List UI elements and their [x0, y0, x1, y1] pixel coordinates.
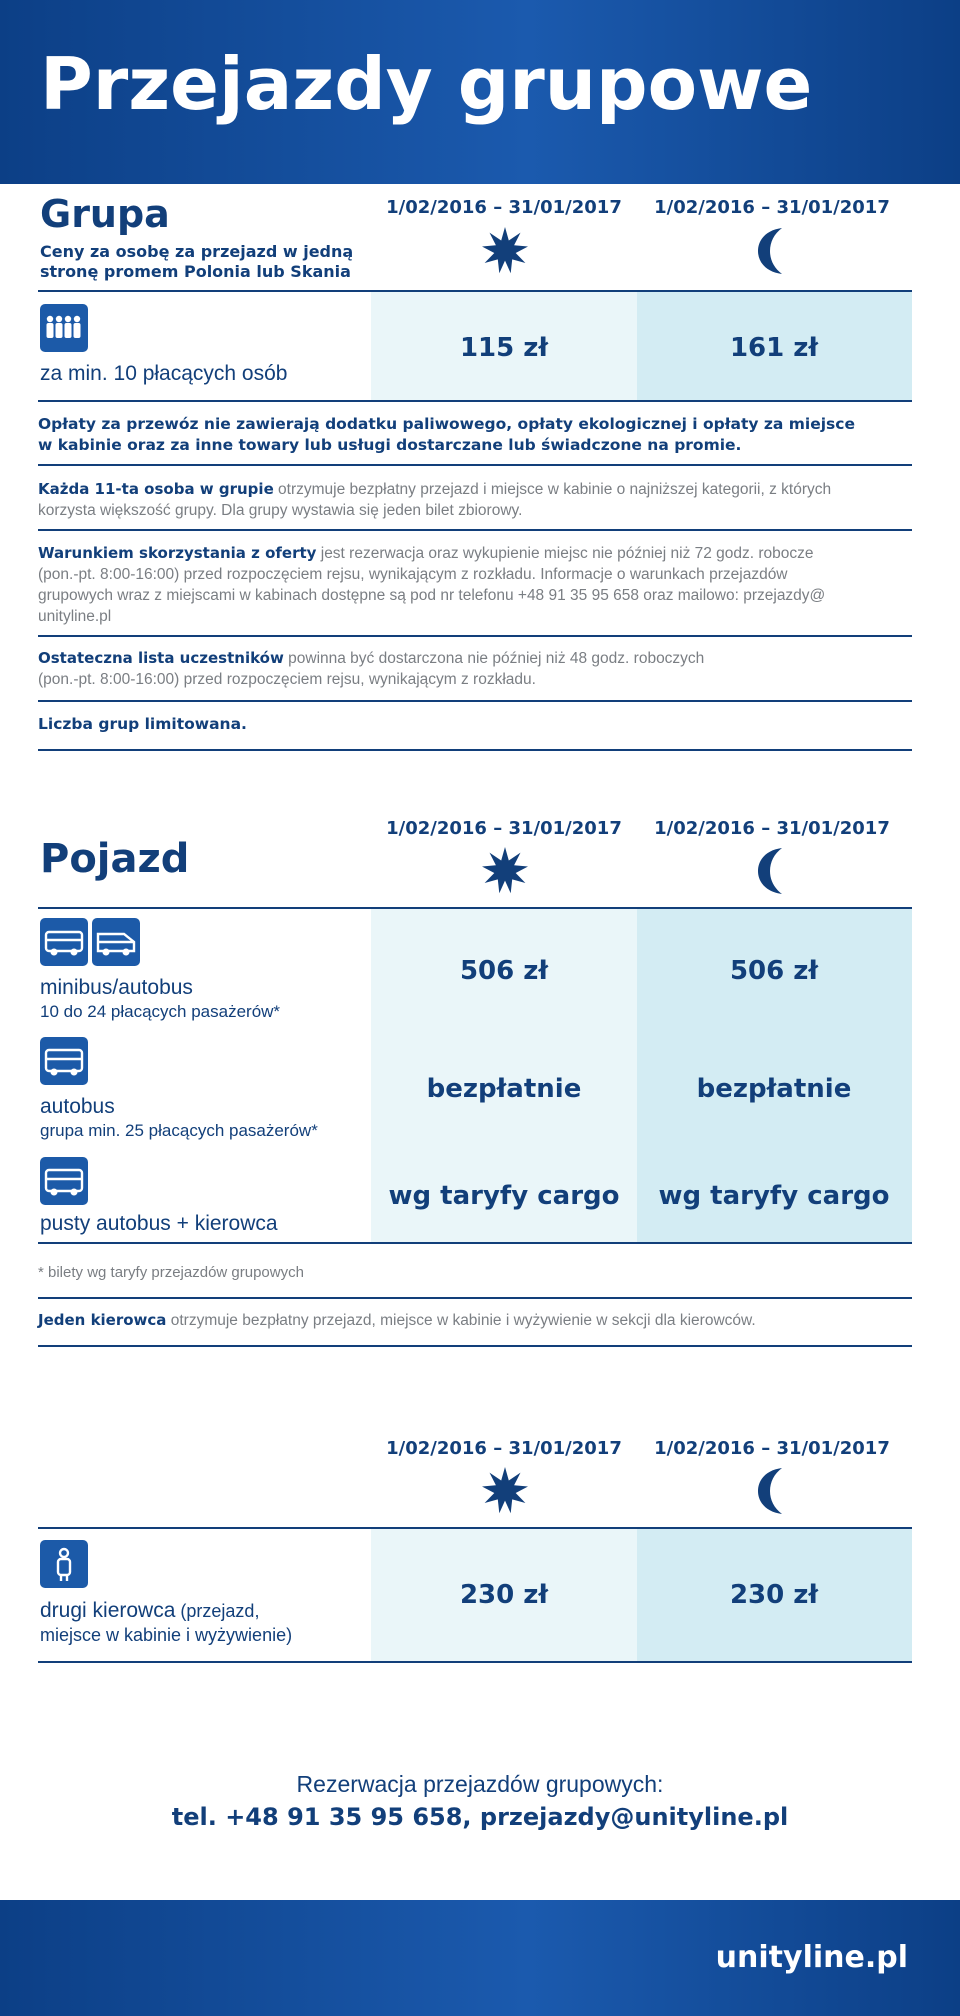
participants-list-note: Ostateczna lista uczestników powinna być dostarczona nie później niż 48 godz. roboczych (pon.-pt. 8:00-16:00) przed rozpoczęciem rejsu, wynikającym z rozkładu.	[38, 649, 705, 688]
vehicle-row-sub: grupa min. 25 płacących pasażerów*	[40, 1121, 318, 1140]
contact-heading: Rezerwacja przejazdów grupowych:	[296, 1771, 664, 1797]
contact-details: tel. +48 91 35 95 658, przejazdy@unityline.pl	[171, 1803, 789, 1831]
minibus-icon	[40, 918, 88, 966]
night-date-range: 1/02/2016 – 31/01/2017	[654, 197, 890, 218]
divider	[38, 1345, 912, 1347]
vehicle-price-day: 506 zł	[459, 956, 549, 986]
driver-note: Jeden kierowca otrzymuje bezpłatny przejazd, miejsce w kabinie i wyżywienie w sekcji dla kierowców.	[38, 1311, 756, 1329]
van-icon	[92, 918, 140, 966]
limited-groups-note: Liczba grup limitowana.	[38, 715, 247, 733]
second-driver-label: drugi kierowca (przejazd,	[40, 1599, 260, 1622]
vehicle-row-label: pusty autobus + kierowca	[40, 1212, 278, 1235]
vehicle-price-day: wg taryfy cargo	[388, 1181, 620, 1211]
page-title: Przejazdy grupowe	[40, 42, 813, 126]
day-date-range: 1/02/2016 – 31/01/2017	[386, 818, 622, 839]
group-subtitle: Ceny za osobę za przejazd w jedną stronę promem Polonia lub Skania	[40, 242, 354, 281]
day-date-range: 1/02/2016 – 31/01/2017	[386, 197, 622, 218]
vehicle-row-label: autobus	[40, 1095, 115, 1118]
footnote: * bilety wg taryfy przejazdów grupowych	[38, 1264, 304, 1281]
vehicle-price-night: wg taryfy cargo	[658, 1181, 890, 1211]
fees-note: Opłaty za przewóz nie zawierają dodatku paliwowego, opłaty ekologicznej i opłaty za miejsce w kabinie oraz za inne towary lub usługi dostarczane lub świadczone na promie.	[38, 415, 855, 454]
divider	[38, 635, 912, 637]
group-people-icon	[40, 304, 88, 352]
group-section-title: Grupa	[40, 192, 170, 236]
second-driver-price-day: 230 zł	[459, 1580, 549, 1610]
divider	[38, 529, 912, 531]
divider	[38, 749, 912, 751]
driver-icon	[40, 1540, 88, 1588]
vehicle-row-sub: 10 do 24 płacących pasażerów*	[40, 1002, 281, 1021]
divider	[38, 1297, 912, 1299]
divider	[38, 700, 912, 702]
second-driver-label-line2: miejsce w kabinie i wyżywienie)	[40, 1625, 293, 1645]
bus-icon	[40, 1037, 88, 1085]
group-price-day: 115 zł	[459, 333, 549, 363]
bus-icon	[40, 1157, 88, 1205]
moon-icon	[756, 226, 792, 276]
moon-icon	[756, 846, 792, 896]
sun-icon	[480, 226, 530, 276]
footer-banner	[0, 1900, 960, 2016]
eleventh-person-note: Każda 11-ta osoba w grupie otrzymuje bezpłatny przejazd i miejsce w kabinie o najniższej kategorii, z których korzysta większość grupy. Dla grupy wystawia się jeden bilet zbiorowy.	[38, 480, 832, 519]
vehicle-price-night: bezpłatnie	[696, 1074, 852, 1104]
night-date-range: 1/02/2016 – 31/01/2017	[654, 1438, 890, 1459]
footer-url[interactable]: unityline.pl	[715, 1940, 908, 1975]
vehicle-section-title: Pojazd	[40, 836, 190, 882]
second-driver-price-night: 230 zł	[729, 1580, 819, 1610]
sun-icon	[480, 1466, 530, 1516]
sun-icon	[480, 846, 530, 896]
divider	[38, 464, 912, 466]
divider	[38, 1661, 912, 1663]
divider	[38, 1242, 912, 1244]
night-date-range: 1/02/2016 – 31/01/2017	[654, 818, 890, 839]
header-banner	[0, 0, 960, 184]
offer-condition-note: Warunkiem skorzystania z oferty jest rezerwacja oraz wykupienie miejsc nie później niż 72 godz. robocze (pon.-pt. 8:00-16:00) przed rozpoczęciem rejsu, wynikającym z rozkładu. Informacje o warunkach przejazdów grupowych wraz z miejscami w kabinach dostępne są pod nr telefonu +48 91 35 95 658 oraz mailowo: przejazdy@ unityline.pl	[38, 544, 826, 625]
day-date-range: 1/02/2016 – 31/01/2017	[386, 1438, 622, 1459]
vehicle-price-night: 506 zł	[729, 956, 819, 986]
moon-icon	[756, 1466, 792, 1516]
divider	[38, 400, 912, 402]
vehicle-row-label: minibus/autobus	[40, 976, 193, 999]
group-price-night: 161 zł	[729, 333, 819, 363]
vehicle-price-day: bezpłatnie	[426, 1074, 582, 1104]
group-row-label: za min. 10 płacących osób	[40, 362, 288, 385]
